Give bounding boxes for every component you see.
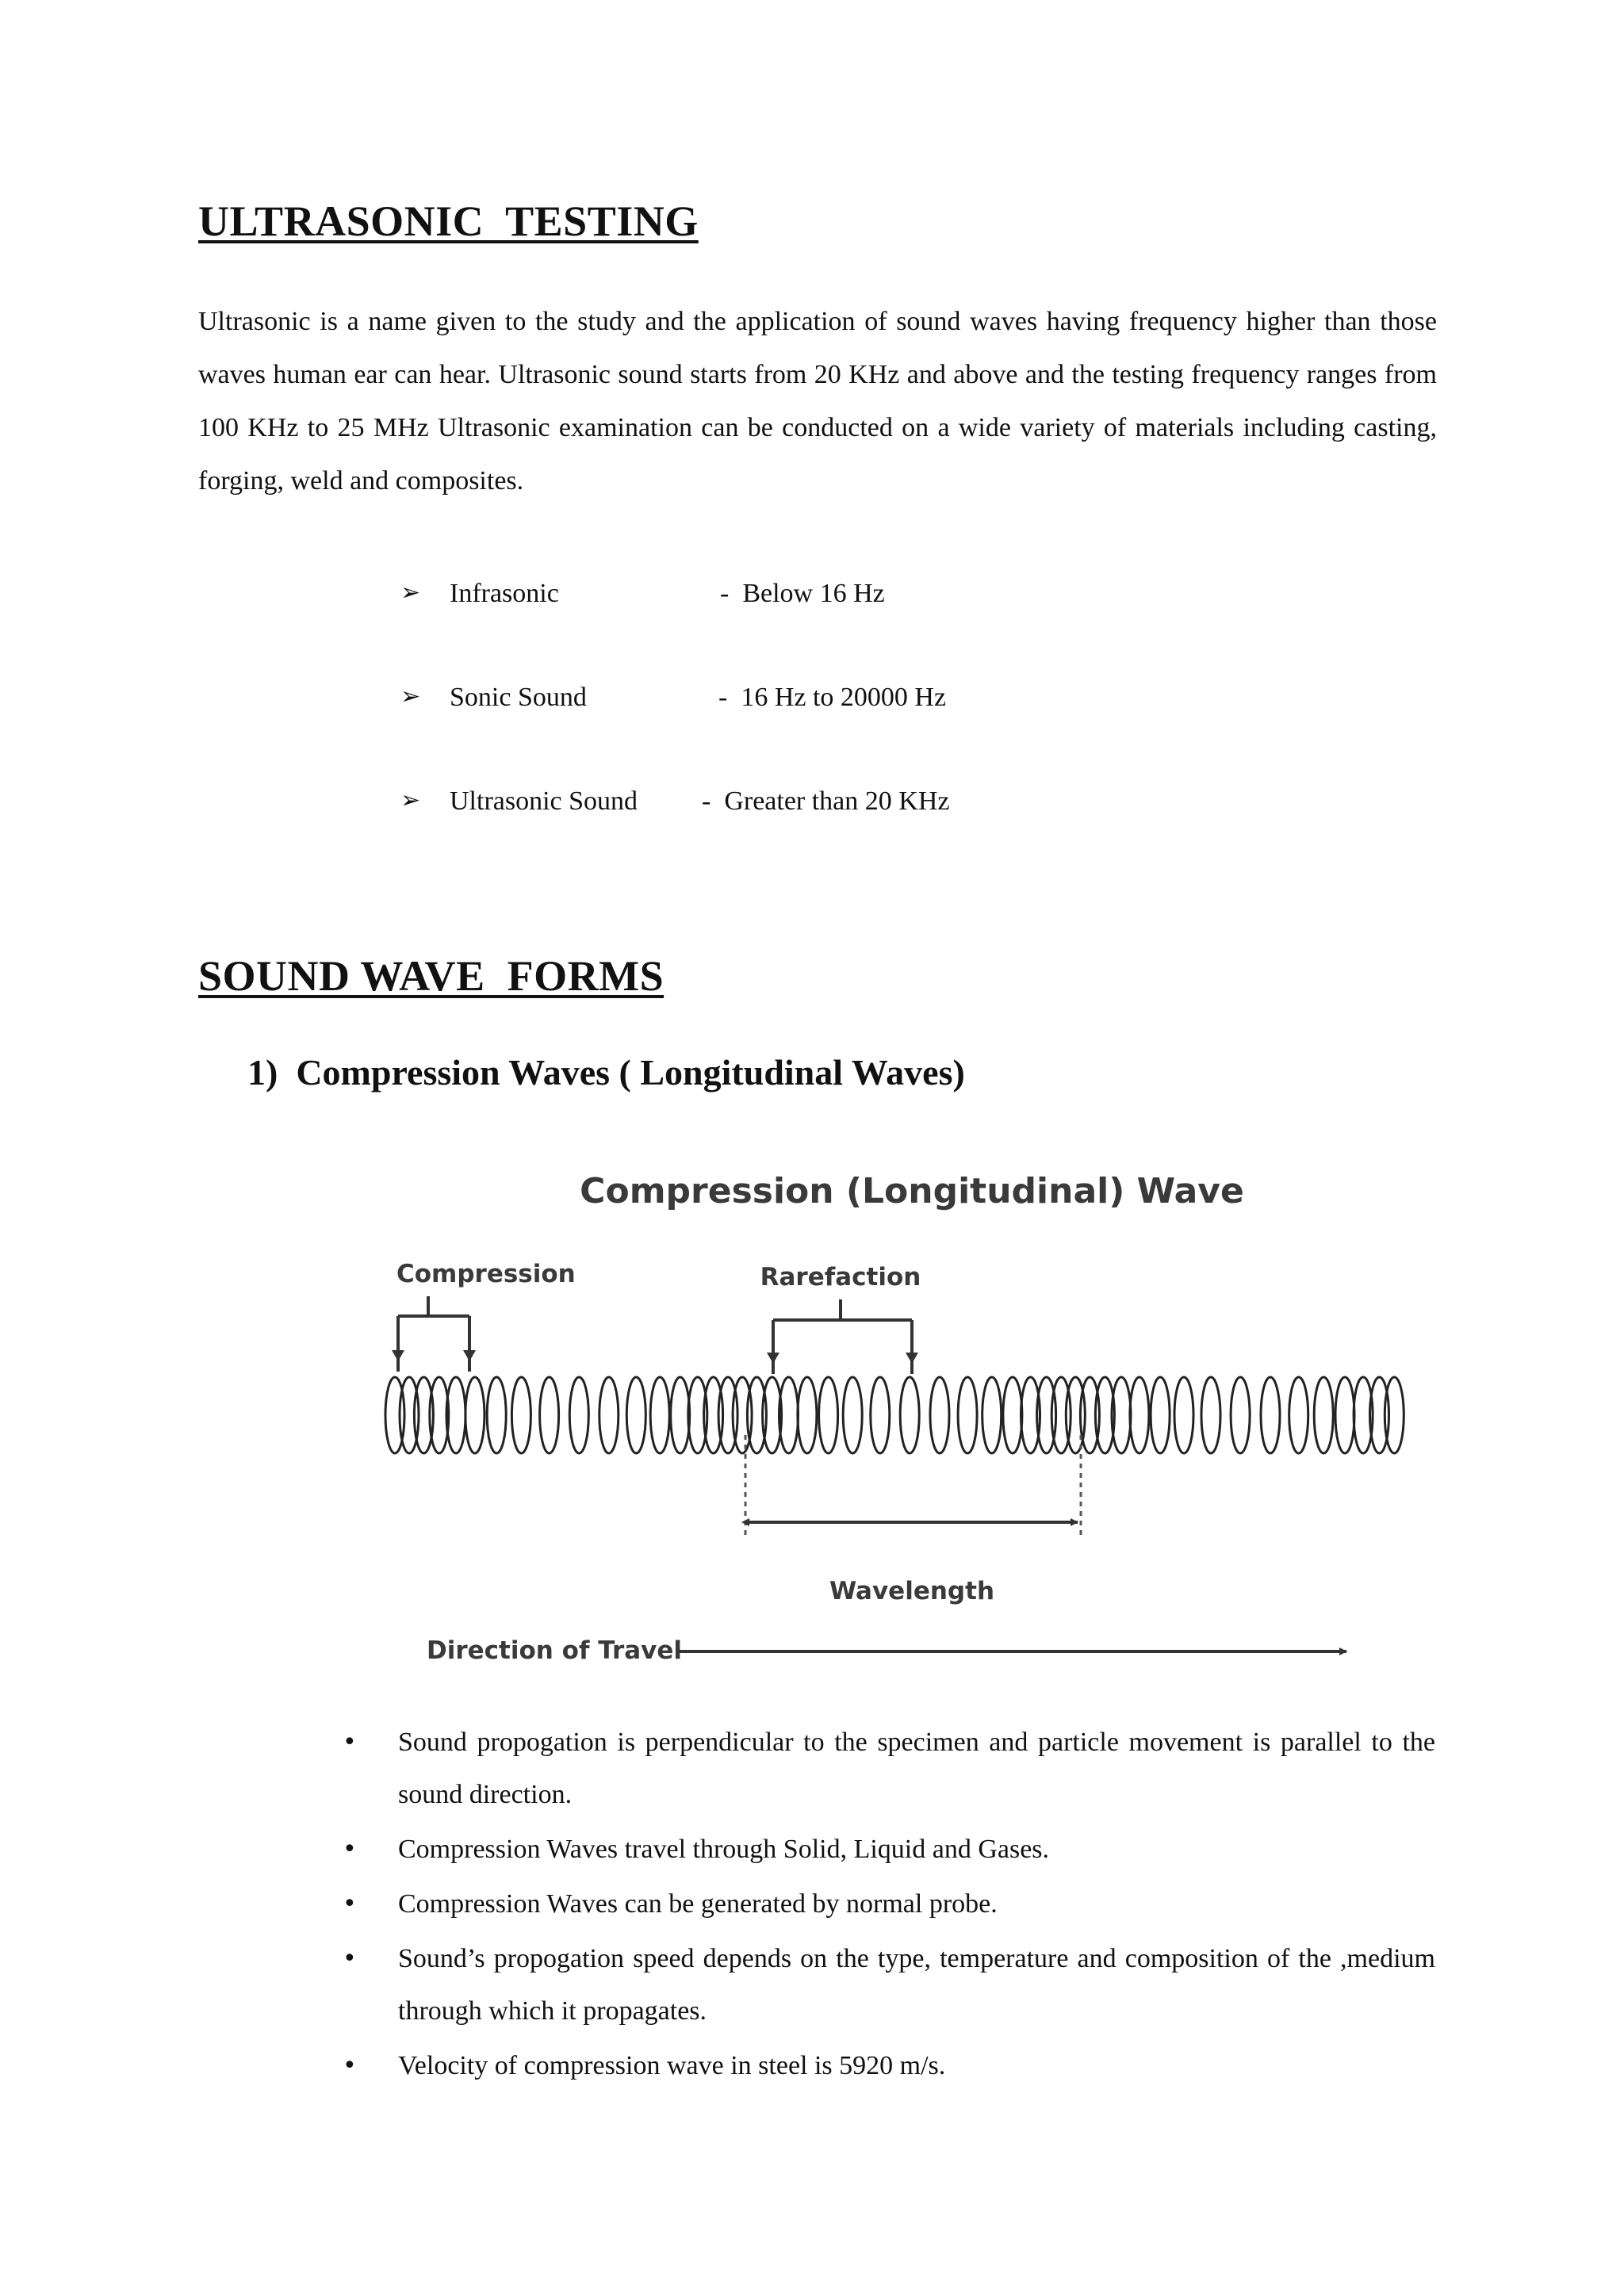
list-item [341, 1823, 1435, 1876]
range-item-sonic [400, 683, 1114, 786]
list-item [341, 1716, 1435, 1821]
range-item-ultrasonic [400, 786, 1114, 890]
arrowhead-bullet-icon: ➢ [400, 786, 421, 814]
compression-wave-figure [373, 1154, 1419, 1677]
coil-loop [930, 1377, 949, 1453]
coil-loop [1174, 1377, 1193, 1453]
dot-bullet-icon: • [343, 2052, 357, 2080]
coil-loop [1201, 1377, 1220, 1453]
dot-bullet-icon: • [343, 1945, 357, 1973]
figure-title: Compression (Longitudinal) Wave [580, 1171, 1244, 1211]
range-name: Infrasonic [450, 579, 559, 608]
coil-loop [465, 1377, 485, 1453]
list-item [341, 1878, 1435, 1931]
range-name: Sonic Sound [450, 683, 587, 712]
intro-paragraph: Ultrasonic is a name given to the study and the application of sound waves having frequency higher than those waves human ear can hear. Ultrasonic sound starts from 20 KHz and above and the testing frequency ranges from 100 KHz to 25 MHz Ultrasonic examination can be conducted on a wide variety of materials including casting, forging, weld and composites. [198, 307, 1437, 496]
range-name: Ultrasonic Sound [450, 786, 638, 816]
coil-loop [626, 1377, 645, 1453]
compression-wave-diagram [373, 1154, 1419, 1677]
label-compression: Compression [396, 1260, 576, 1288]
list-item-text: Sound propogation is perpendicular to the specimen and particle movement is parallel to the sound direction. [398, 1728, 1435, 1809]
compression-bracket [398, 1296, 469, 1372]
coil-loop [900, 1377, 919, 1453]
coil-loop [798, 1377, 817, 1453]
coil-loop [819, 1377, 838, 1453]
rarefaction-bracket [773, 1299, 912, 1374]
coil-loop [1335, 1377, 1354, 1453]
coil-loop [1261, 1377, 1280, 1453]
coil-loop [958, 1377, 977, 1453]
range-value: - 16 Hz to 20000 Hz [718, 683, 947, 712]
page-title-ultrasonic-testing: ULTRASONIC TESTING [198, 197, 699, 245]
coil-loop [511, 1377, 530, 1453]
coil-loop [1151, 1377, 1170, 1453]
coil-loop [1314, 1377, 1333, 1453]
frequency-range-list [400, 579, 1114, 890]
rarefaction-bracket-arrowheads [767, 1353, 918, 1364]
list-item-text: Compression Waves can be generated by normal probe. [398, 1889, 998, 1919]
compression-bracket-arrowheads [392, 1350, 476, 1361]
label-rarefaction: Rarefaction [760, 1263, 921, 1292]
coil-loop [671, 1377, 690, 1453]
arrowhead-bullet-icon: ➢ [400, 579, 421, 607]
coil-loop [1385, 1377, 1404, 1453]
coil-loop [871, 1377, 890, 1453]
label-wavelength: Wavelength [829, 1577, 995, 1605]
coil-loop [1231, 1377, 1250, 1453]
list-item-text: Velocity of compression wave in steel is 5920 m/s. [398, 2051, 946, 2080]
range-value: - Below 16 Hz [720, 579, 885, 608]
coil-loop [843, 1377, 862, 1453]
subheading-compression-waves: 1) Compression Waves ( Longitudinal Waves) [247, 1052, 965, 1093]
dot-bullet-icon: • [343, 1890, 357, 1918]
list-item-text: Compression Waves travel through Solid, Liquid and Gases. [398, 1835, 1050, 1864]
coil-loop [650, 1377, 669, 1453]
dot-bullet-icon: • [343, 1728, 357, 1756]
list-item [341, 2040, 1435, 2092]
label-direction-of-travel: Direction of Travel [427, 1636, 683, 1665]
range-value: - Greater than 20 KHz [702, 786, 950, 816]
coil-loop [540, 1377, 559, 1453]
coil-loop [1130, 1377, 1149, 1453]
coil-loop [1003, 1377, 1022, 1453]
compression-wave-bullets [341, 1716, 1435, 2095]
arrowhead-bullet-icon: ➢ [400, 683, 421, 710]
coil-loop [599, 1377, 619, 1453]
list-item-text: Sound’s propogation speed depends on the type, temperature and composition of the ,medium through which it propagates. [398, 1944, 1435, 2026]
coil-loop [982, 1377, 1002, 1453]
coil-loop [1289, 1377, 1308, 1453]
list-item [341, 1933, 1435, 2038]
coil-loop [569, 1377, 588, 1453]
range-item-infrasonic [400, 579, 1114, 683]
coil-loop [487, 1377, 506, 1453]
dot-bullet-icon: • [343, 1835, 357, 1863]
section-title-sound-wave-forms: SOUND WAVE FORMS [198, 952, 665, 1000]
spring-coils [385, 1377, 1404, 1453]
